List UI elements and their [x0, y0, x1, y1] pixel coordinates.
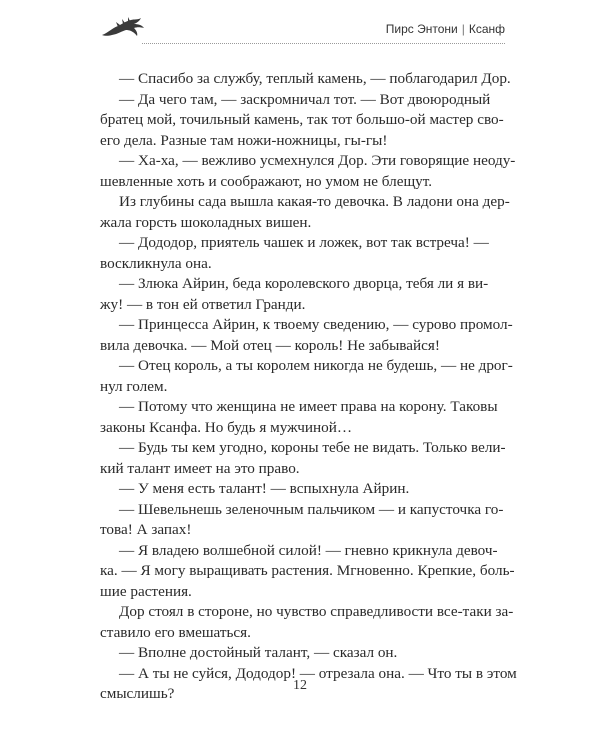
text-line: жу! — в тон ей ответил Гранди.	[100, 295, 306, 313]
text-line: воскликнула она.	[100, 254, 212, 272]
text-line: — Отец король, а ты королем никогда не будешь, — не дрог-	[119, 357, 513, 374]
text-line: — Вполне достойный талант, — сказал он.	[119, 644, 398, 661]
text-line: — Ха-ха, — вежливо усмехнулся Дор. Эти говорящие неоду-	[119, 152, 516, 169]
running-head	[386, 22, 505, 36]
text-line: — У меня есть талант! — вспыхнула Айрин.	[119, 480, 410, 497]
header-rule	[142, 43, 505, 44]
text-line: — Спасибо за службу, теплый камень, — поблагодарил Дор.	[119, 70, 511, 87]
text-line: братец мой, точильный камень, так тот большо-ой мастер сво-	[100, 111, 504, 128]
text-line: законы Ксанфа. Но будь я мужчиной…	[100, 418, 353, 436]
text-line: жала горсть шоколадных вишен.	[100, 213, 312, 231]
text-line: това! А запах!	[100, 521, 192, 538]
text-line: — А ты не суйся, Дододор! — отрезала она. — Что ты в этом	[119, 664, 517, 682]
text-line: ка. — Я могу выращивать растения. Мгновенно. Крепкие, боль-	[100, 562, 515, 579]
text-line: шевленные хоть и соображают, но умом не блещут.	[100, 172, 433, 190]
text-line: кий талант имеет на это право.	[100, 459, 300, 477]
author-name: Пирс Энтони	[385, 22, 458, 36]
text-line: Дор стоял в стороне, но чувство справедливости все-таки за-	[119, 603, 514, 620]
text-line: — Дододор, приятель чашек и ложек, вот так встреча! —	[119, 234, 489, 251]
text-line: ставило его вмешаться.	[100, 623, 251, 641]
page-number: 12	[293, 678, 307, 693]
text-line: шие растения.	[100, 582, 192, 600]
text-line: Из глубины сада вышла какая-то девочка. В ладони она дер-	[119, 193, 510, 210]
text-line: — Да чего там, — заскромничал тот. — Вот двоюродный	[119, 90, 491, 108]
book-title: Ксанф	[468, 22, 505, 36]
text-line: — Шевельнешь зеленочным пальчиком — и капусточка го-	[119, 500, 504, 518]
text-line: — Я владею волшебной силой! — гневно крикнула девоч-	[119, 541, 498, 559]
dragon-logo-icon	[100, 16, 146, 38]
text-line: — Будь ты кем угодно, короны тебе не видать. Только вели-	[119, 439, 506, 456]
page-header	[100, 14, 505, 50]
text-line: — Злюка Айрин, беда королевского дворца, тебя ли я ви-	[119, 275, 489, 292]
title-separator: |	[461, 22, 465, 36]
text-line: вила девочка. — Мой отец — король! Не забывайся!	[100, 336, 440, 354]
text-line: — Принцесса Айрин, к твоему сведению, — сурово промол-	[119, 316, 513, 333]
text-line: его дела. Разные там ножи-ножницы, гы-гы!	[100, 131, 388, 149]
body-text	[100, 69, 517, 705]
text-line: смыслишь?	[100, 685, 175, 702]
text-line: — Потому что женщина не имеет права на корону. Таковы	[119, 398, 498, 415]
text-line: нул голем.	[100, 377, 168, 395]
